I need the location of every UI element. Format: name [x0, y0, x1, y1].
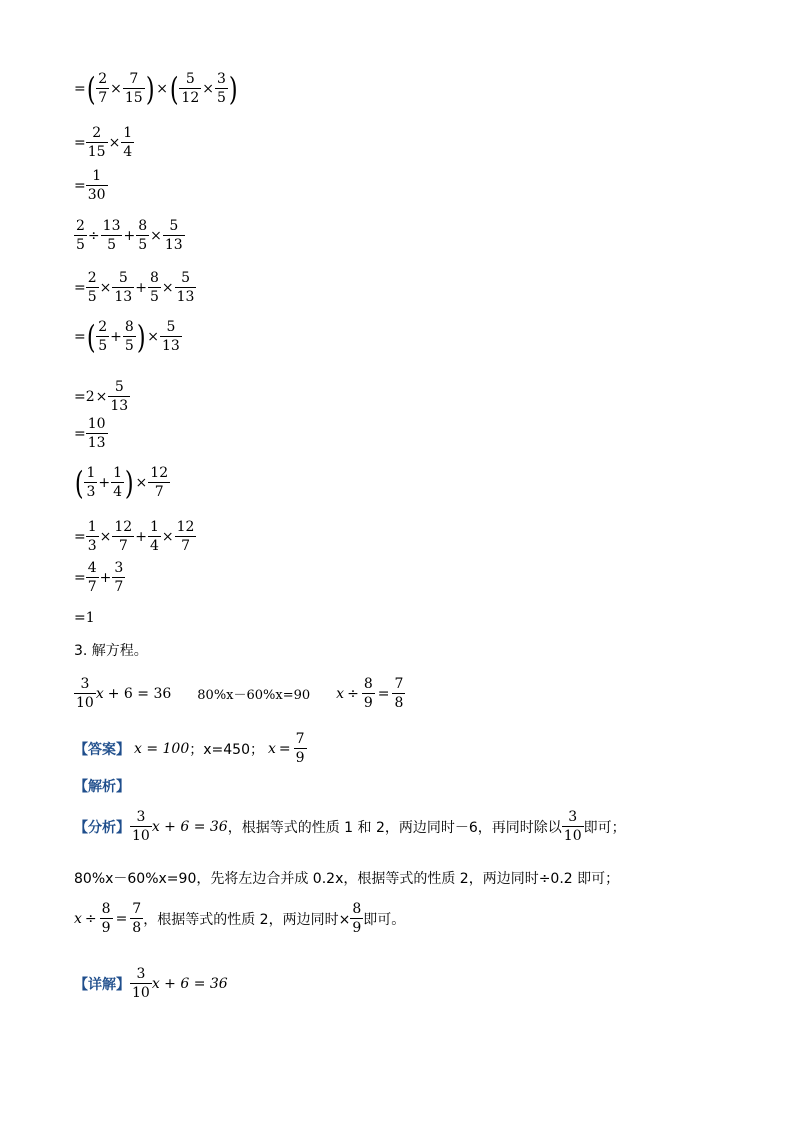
result-value: =1	[74, 610, 95, 626]
fraction: $\frac{1}{4}$	[113, 465, 123, 500]
fraction: $\frac{2}{15}$	[87, 125, 106, 160]
expression-2-step-2	[74, 317, 182, 356]
fraction: $\frac{7}{15}$	[124, 71, 143, 106]
answer-2: ；x=450；	[189, 741, 264, 758]
times-sign: ×	[135, 474, 148, 491]
fraction: $\frac{3}{10}$	[132, 809, 150, 844]
xiangjie-tag: 【详解】	[74, 976, 130, 993]
fraction: $\frac{5}{13}$	[110, 379, 129, 414]
xiangjie-line	[74, 967, 228, 1000]
equals-sign: =	[278, 740, 291, 757]
times-sign: ×	[202, 80, 214, 97]
left-paren: (	[86, 317, 96, 356]
plus-sign: +	[135, 279, 147, 296]
fraction: $\frac{10}{13}$	[87, 416, 106, 451]
fraction: $\frac{13}{5}$	[102, 218, 121, 253]
equals-sign: =	[74, 425, 86, 442]
right-paren: )	[228, 69, 238, 108]
fraction: $\frac{8}{9}$	[363, 676, 373, 711]
divide-sign: ÷	[87, 227, 100, 244]
plus-sign: +	[123, 227, 136, 244]
equals-sign: =	[74, 80, 86, 97]
equals-sign: =	[377, 685, 390, 702]
fraction: $\frac{3}{10}$	[563, 809, 582, 844]
times-sign: ×	[161, 279, 174, 296]
equation: x + 6 = 36	[151, 975, 228, 992]
plus-sign: +	[135, 528, 147, 545]
fraction: $\frac{12}{7}$	[176, 519, 195, 554]
times-sign: ×	[156, 80, 168, 97]
fraction: $\frac{8}{5}$	[138, 218, 148, 253]
equals-value: =2	[74, 388, 95, 405]
expression-2-step-1	[74, 271, 196, 304]
fenxi-line-3	[74, 902, 405, 935]
answer-line	[74, 732, 307, 765]
right-paren: )	[124, 463, 134, 502]
equals-sign: =	[115, 910, 128, 927]
times-sign: ×	[108, 134, 121, 151]
expression-3	[74, 463, 170, 502]
right-paren: )	[136, 317, 146, 356]
variable-x: x	[95, 685, 104, 702]
fraction: $\frac{2}{5}$	[76, 218, 85, 253]
plus-sign: +	[99, 569, 112, 586]
fenxi-tag: 【分析】	[74, 819, 130, 836]
times-sign: ×	[161, 528, 174, 545]
answer-tag: 【答案】	[74, 741, 130, 758]
fraction: $\frac{7}{8}$	[394, 676, 404, 711]
fraction: $\frac{8}{9}$	[352, 901, 362, 936]
fraction: $\frac{8}{5}$	[149, 270, 159, 305]
variable-x: x	[268, 740, 276, 757]
fenxi-line-2: 80%x－60%x=90，先将左边合并成 0.2x，根据等式的性质 2，两边同时÷0.2 即可；	[74, 871, 620, 887]
plus-sign: +	[98, 474, 111, 491]
fraction: $\frac{3}{10}$	[132, 966, 150, 1001]
divide-sign: ÷	[84, 910, 97, 927]
expression-3-step-2	[74, 561, 125, 594]
equals-sign: =	[74, 328, 86, 345]
fraction: $\frac{4}{7}$	[87, 560, 97, 595]
fraction: $\frac{1}{4}$	[149, 519, 159, 554]
expression-2-step-4	[74, 417, 108, 450]
plus-sign: +	[110, 328, 122, 345]
equals-sign: =	[74, 569, 86, 586]
equation-rest: + 6 = 36	[107, 685, 172, 702]
expression-2	[74, 219, 185, 252]
fraction: $\frac{5}{12}$	[181, 71, 200, 106]
fraction: $\frac{5}{13}$	[176, 270, 195, 305]
fraction: $\frac{1}{4}$	[123, 125, 133, 160]
times-sign: ×	[150, 227, 162, 244]
fraction: $\frac{12}{7}$	[114, 519, 133, 554]
step-line-2	[74, 126, 134, 159]
fraction: $\frac{3}{5}$	[216, 71, 226, 106]
times-sign: ×	[99, 528, 112, 545]
left-paren: (	[86, 69, 96, 108]
fraction: $\frac{2}{5}$	[87, 270, 97, 305]
fraction: $\frac{5}{13}$	[114, 270, 133, 305]
fenxi-end: 即可。	[363, 911, 406, 928]
left-paren: (	[74, 463, 84, 502]
right-paren: )	[145, 69, 155, 108]
expression-3-step-1	[74, 520, 196, 553]
fraction: $\frac{2}{7}$	[98, 71, 108, 106]
variable-x: x	[74, 910, 82, 927]
fraction: $\frac{2}{5}$	[98, 319, 108, 354]
left-paren: (	[169, 69, 179, 108]
equals-sign: =	[74, 279, 86, 296]
fraction: $\frac{3}{10}$	[76, 676, 94, 711]
step-line-3	[74, 169, 108, 202]
equals-sign: =	[74, 134, 86, 151]
variable-x: x	[336, 685, 345, 702]
step-line-1	[74, 69, 238, 108]
fenxi-end: 即可；	[583, 819, 626, 836]
fraction: $\frac{5}{13}$	[162, 319, 180, 354]
equation-2: 80%x－60%x=90	[197, 688, 311, 703]
fraction: $\frac{1}{3}$	[86, 465, 96, 500]
fraction: $\frac{7}{8}$	[132, 901, 142, 936]
equals-sign: =	[74, 177, 86, 194]
fenxi-text: ，根据等式的性质 2，两边同时×	[143, 911, 351, 928]
analysis-heading: 【解析】	[74, 779, 130, 795]
question-3-title: 3. 解方程。	[74, 643, 148, 659]
equals-sign: =	[74, 528, 86, 545]
times-sign: ×	[147, 328, 160, 345]
times-sign: ×	[110, 80, 122, 97]
fenxi-line-1	[74, 810, 626, 843]
times-sign: ×	[95, 388, 108, 405]
equation: x + 6 = 36	[151, 818, 228, 835]
expression-3-step-3	[74, 610, 95, 626]
expression-2-step-3	[74, 380, 130, 413]
fraction: $\frac{5}{13}$	[164, 218, 183, 253]
answer-1: x = 100	[134, 740, 190, 757]
question-3-equations	[74, 677, 405, 710]
fraction: $\frac{7}{9}$	[295, 731, 305, 766]
fraction: $\frac{1}{30}$	[87, 168, 106, 203]
fraction: $\frac{3}{7}$	[114, 560, 124, 595]
fraction: $\frac{8}{5}$	[124, 319, 134, 354]
fenxi-text: ，根据等式的性质 1 和 2，两边同时－6，再同时除以	[227, 819, 562, 836]
divide-sign: ÷	[347, 685, 359, 702]
fraction: $\frac{1}{3}$	[87, 519, 97, 554]
times-sign: ×	[99, 279, 112, 296]
fraction: $\frac{12}{7}$	[150, 465, 169, 500]
fraction: $\frac{8}{9}$	[101, 901, 111, 936]
